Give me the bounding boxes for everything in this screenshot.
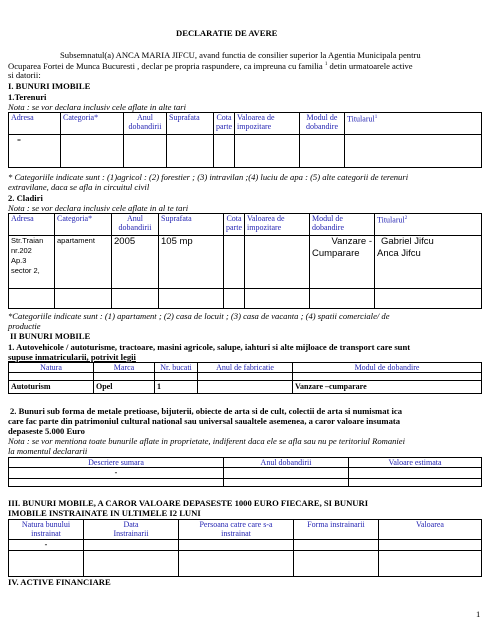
building-address-line: Str.Traian: [11, 236, 44, 246]
land-col-address: Adresa: [9, 113, 61, 135]
land-table: [8, 112, 482, 168]
building-col-owner: Titularul$^2$: [375, 214, 482, 236]
alienated-col-date-line: Instrainarii: [113, 529, 149, 538]
building-owner-cell: [375, 236, 482, 289]
alienated-row-value: -: [9, 540, 84, 551]
building-mode-line: Cumparare: [312, 248, 360, 260]
land-col-tax-value: Valoarea de impozitare: [235, 113, 300, 135]
valuables-col-value: Valoare estimata: [349, 458, 482, 468]
building-owner-line: Anca Jifcu: [377, 248, 421, 260]
land-col-area: Suprafata: [167, 113, 214, 135]
building-col-tax-value: Valoarea de impozitare: [245, 214, 310, 236]
building-year-cell: 2005: [112, 236, 159, 289]
intro-line-2: Ocuparea Fortei de Munca Bucuresti , declar pe propria raspundere, ca impreuna cu familia $^1$ detin urmatoarele active: [8, 60, 413, 71]
valuables-row-value: -: [9, 468, 224, 479]
alienated-col-person-line: instrainat: [221, 529, 251, 538]
valuables-col-description: Descriere sumara: [9, 458, 224, 468]
building-category-cell: apartament: [55, 236, 112, 289]
section-1-sub-2: 2. Cladiri: [8, 193, 43, 203]
building-category-note-b: productie: [8, 321, 41, 331]
alienated-col-form: Forma instrainarii: [294, 520, 379, 540]
alienated-col-date: [84, 520, 179, 540]
land-col-owner: Titularul$^1$: [345, 113, 482, 135]
building-col-category: Categoria*: [55, 214, 112, 236]
building-mode-cell: [310, 236, 375, 289]
alienated-col-date-line: Data: [123, 520, 139, 529]
section-2-note-a: Nota : se vor mentiona toate bunurile aflate in proprietate, indiferent daca ele se afla sau nu pe teritoriul Romaniei: [8, 436, 406, 446]
alienated-col-value: Valoarea: [379, 520, 482, 540]
building-owner-line: Gabriel Jifcu: [381, 236, 434, 248]
vehicle-col-type: Natura: [9, 363, 94, 373]
section-1-note-1: Nota : se vor declara inclusiv cele aflate in alte tari: [8, 102, 187, 112]
intro-line-3: si datorii:: [8, 70, 41, 80]
section-2-sub-1-b: supuse inmatricularii, potrivit legii: [8, 352, 136, 362]
land-row-value: -: [9, 135, 61, 168]
section-4-title: IV. ACTIVE FINANCIARE: [8, 577, 111, 587]
land-col-category: Categoria*: [61, 113, 124, 135]
land-col-acq-mode: Modul de dobandire: [300, 113, 345, 135]
vehicle-col-acq-mode: Modul de dobandire: [293, 363, 482, 373]
page-number: 1: [476, 609, 481, 619]
vehicle-col-year: Anul de fabricatie: [198, 363, 293, 373]
vehicle-brand-cell: Opel: [94, 381, 155, 394]
building-mode-line: Vanzare -: [331, 236, 372, 248]
vehicle-count-cell: 1: [155, 381, 198, 394]
land-category-note-b: extravilane, daca se afla in circuitul civil: [8, 182, 150, 192]
alienated-table: [8, 519, 482, 577]
building-address-line: Ap.3: [11, 256, 27, 266]
section-1-sub-1: 1.Terenuri: [8, 92, 47, 102]
alienated-col-nature-line: Natura bunului: [21, 520, 71, 529]
section-2-sub-2-b: care fac parte din patrimoniul cultural national sau universal saualtele asemenea, a caror valoare insumata: [8, 416, 401, 426]
building-area-cell: 105 mp: [159, 236, 224, 289]
section-2-sub-1-a: 1. Autovehicole / autoturisme, tractoare, masini agricole, salupe, iahturi si alte mijloace de transport care sunt: [8, 342, 411, 352]
building-col-address: Adresa: [9, 214, 55, 236]
building-address-line: nr.202: [11, 246, 32, 256]
section-2-sub-2-a: 2. Bunuri sub forma de metale pretioase, bijuterii, obiecte de arta si de cult, colectii de arta si numismat ica: [10, 406, 402, 416]
section-2-sub-2-c: depaseste 5.000 Euro: [8, 426, 85, 436]
alienated-col-nature: [9, 520, 84, 540]
alienated-col-person: [179, 520, 294, 540]
vehicle-acq-mode-cell: Vanzare –cumparare: [293, 381, 482, 394]
land-col-share: Cota parte: [214, 113, 235, 135]
valuables-col-year: Anul dobandirii: [224, 458, 349, 468]
building-category-note-a: *Categoriile indicate sunt : (1) apartament ; (2) casa de locuit ; (3) casa de vacanta ; (4) spatii comerciale/ de: [8, 311, 390, 321]
vehicle-year-cell: [198, 381, 293, 394]
section-3-title-b: IMOBILE INSTRAINATE IN ULTIMELE I2 LUNI: [8, 508, 201, 518]
alienated-col-nature-line: instrainat: [31, 529, 61, 538]
building-col-acq-mode: Modul de dobandire: [310, 214, 375, 236]
alienated-col-person-line: Persoana catre care s-a: [199, 520, 273, 529]
building-col-share: Cota parte: [224, 214, 245, 236]
valuables-table: [8, 457, 482, 487]
building-table: [8, 213, 482, 309]
land-col-year: Anul dobandirii: [124, 113, 167, 135]
vehicle-type-cell: Autoturism: [9, 381, 94, 394]
building-address-cell: [9, 236, 55, 289]
vehicle-table: [8, 362, 482, 394]
building-col-year: Anul dobandirii: [112, 214, 159, 236]
section-1-note-2: Nota : se vor declara inclusiv cele aflate in al te tari: [8, 203, 189, 213]
vehicle-col-count: Nr. bucati: [155, 363, 198, 373]
section-2-title: II BUNURI MOBILE: [10, 331, 91, 341]
section-3-title-a: III. BUNURI MOBILE, A CAROR VALOARE DEPASESTE 1000 EURO FIECARE, SI BUNURI: [8, 498, 369, 508]
land-category-note-a: * Categoriile indicate sunt : (1)agricol : (2) forestier ; (3) intravilan ;(4) luciu de apa : (5) alte categorii de terenuri: [8, 172, 409, 182]
building-address-line: sector 2,: [11, 266, 40, 276]
vehicle-col-brand: Marca: [94, 363, 155, 373]
intro-line-1: Subsemnatul(a) ANCA MARIA JIFCU, avand functia de consilier superior la Agentia Municipala pentru: [60, 50, 421, 60]
document-title: DECLARATIE DE AVERE: [176, 28, 278, 38]
section-2-note-b: la momentul declararii: [8, 446, 88, 456]
section-1-title: I. BUNURI IMOBILE: [8, 81, 91, 91]
building-col-area: Suprafata: [159, 214, 224, 236]
